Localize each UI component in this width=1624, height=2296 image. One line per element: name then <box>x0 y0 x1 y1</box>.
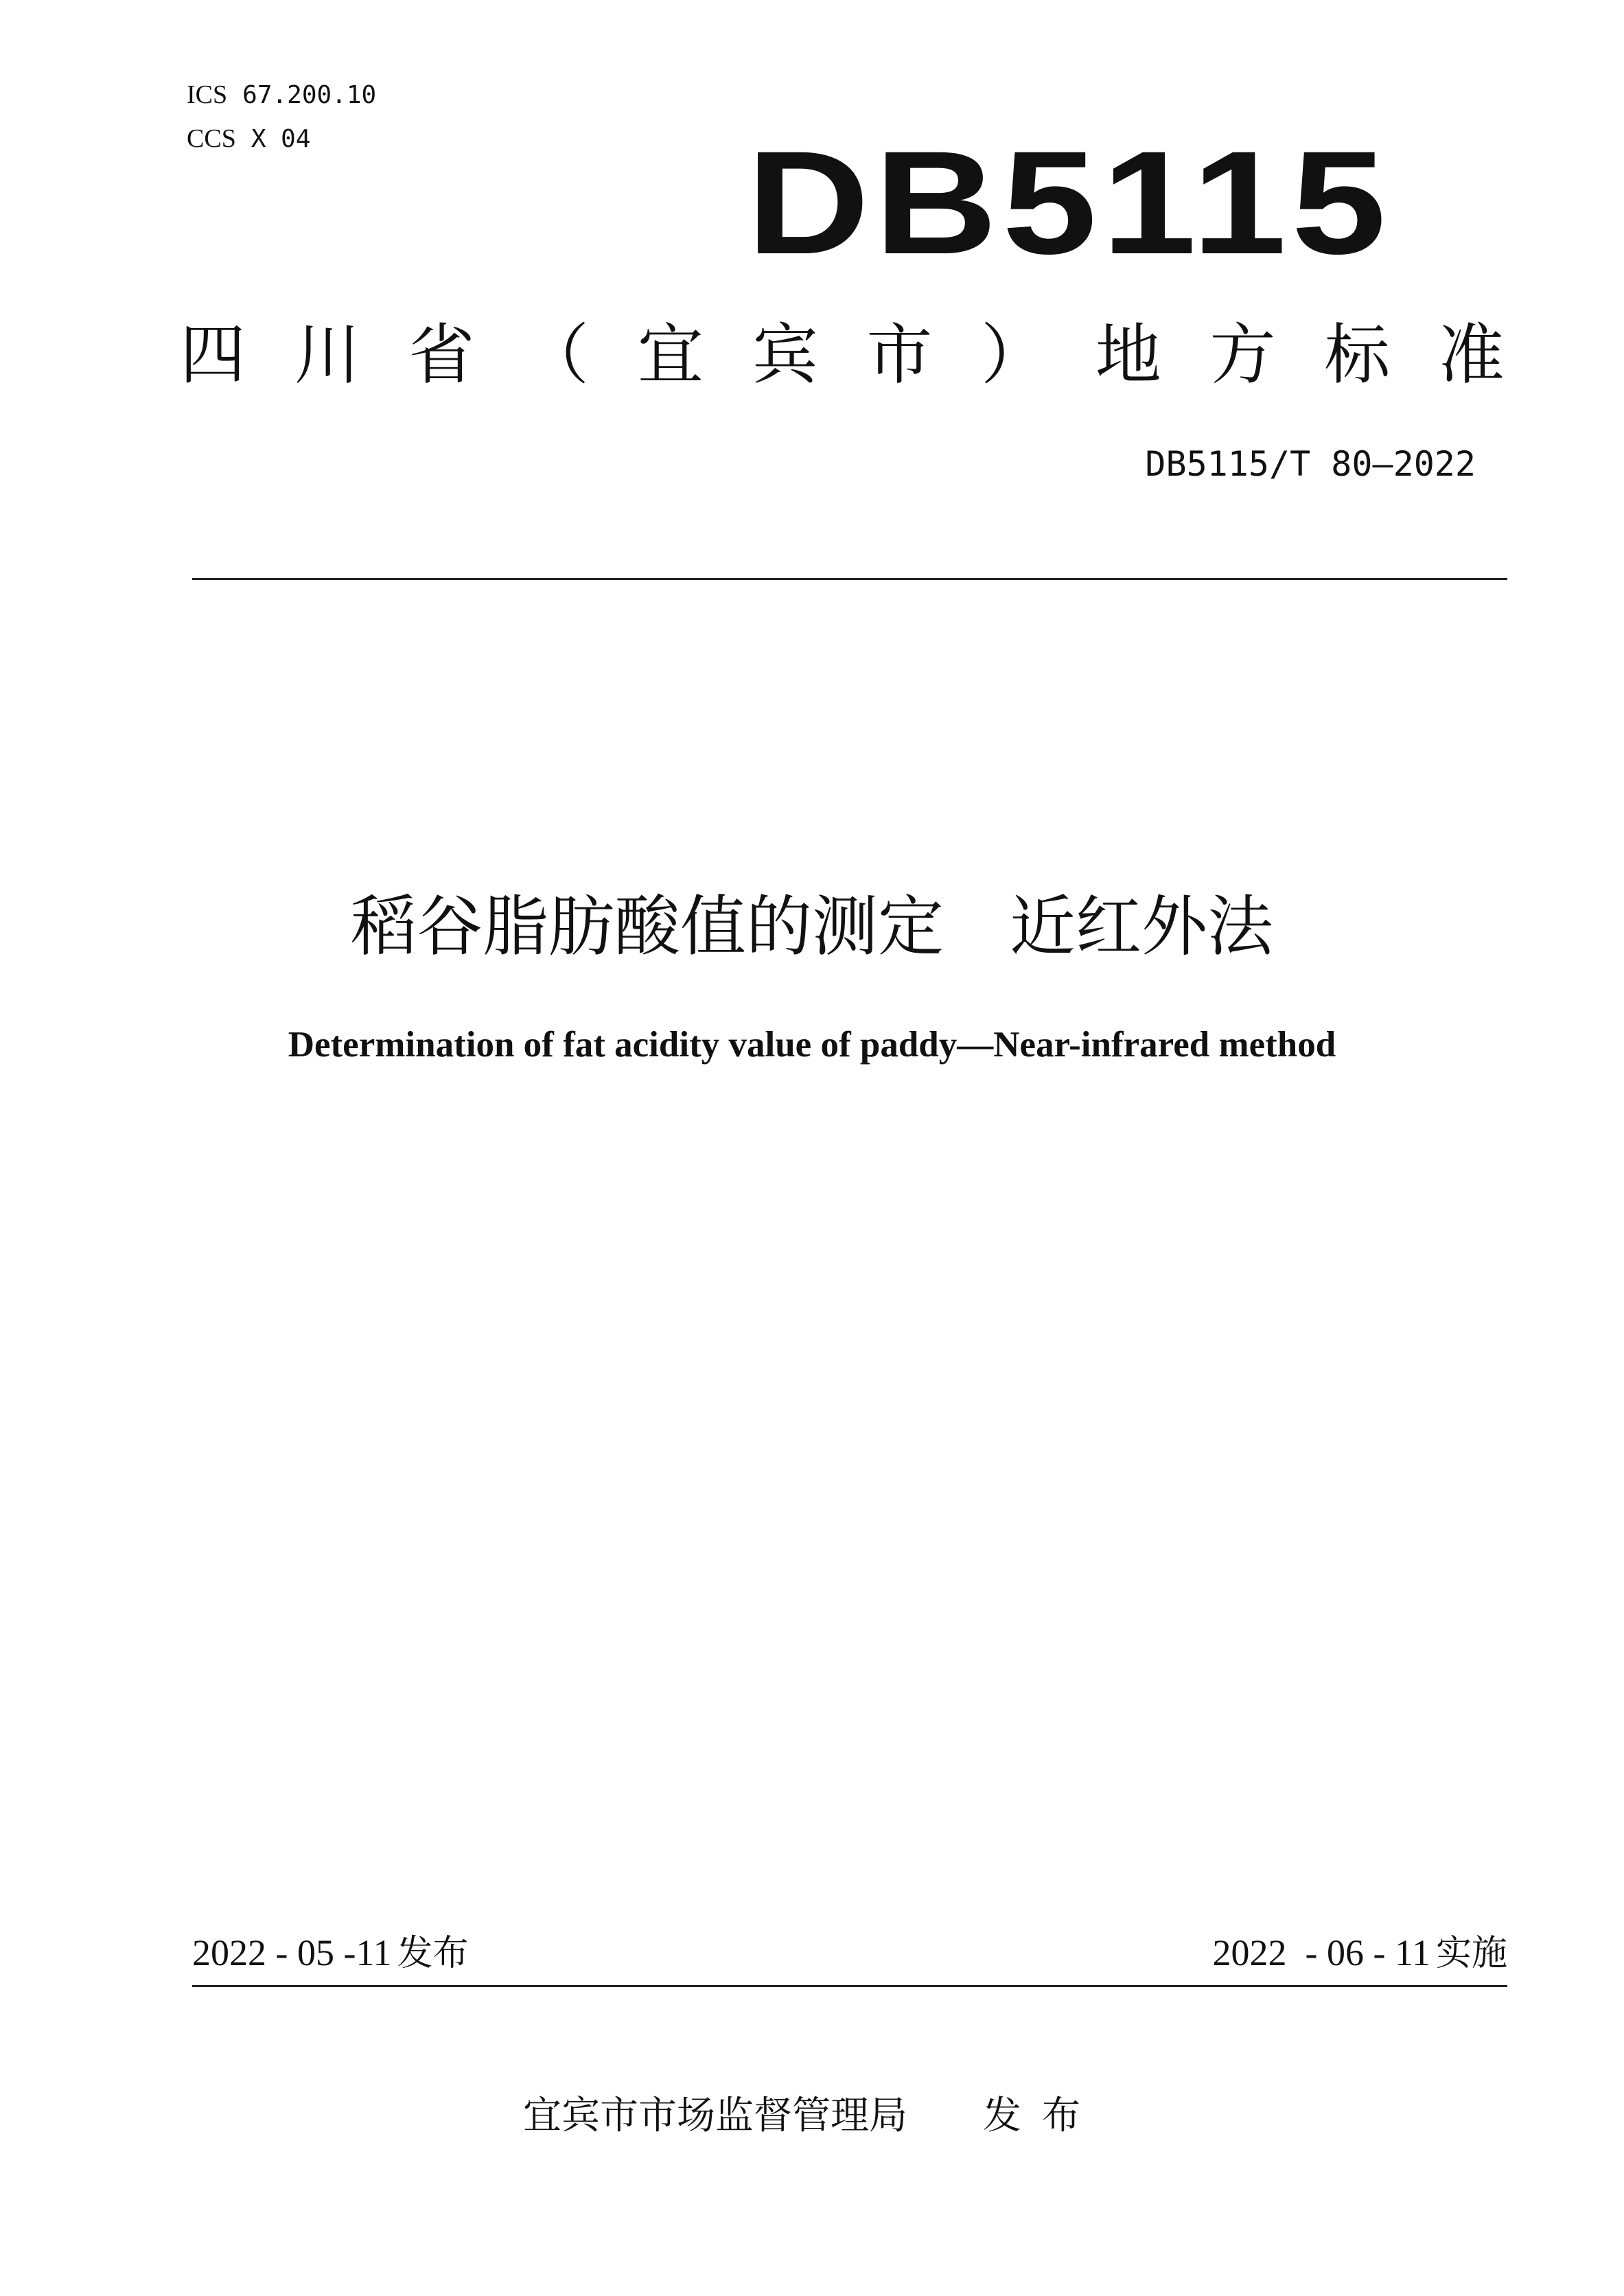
issuer-line <box>0 2092 1624 2140</box>
standard-type-char: 准 <box>1438 316 1505 393</box>
standard-type-char: 四 <box>180 316 246 393</box>
issue-label: 发布 <box>397 1933 469 1974</box>
standard-type-char: 地 <box>1095 316 1161 393</box>
standard-number: DB5115/T 80—2022 <box>1145 444 1476 484</box>
standard-type-char: （ <box>523 316 590 393</box>
standard-type-char: 省 <box>408 316 475 393</box>
issue-date: 2022 - 05 -11 <box>192 1932 392 1973</box>
ccs-value: X 04 <box>251 125 311 153</box>
title-english: Determination of fat acidity value of paddy—Near-infrared method <box>288 1025 1336 1065</box>
ics-value: 67.200.10 <box>242 81 377 109</box>
top-divider <box>192 578 1507 580</box>
ccs-code <box>187 124 311 154</box>
standard-type-char: 方 <box>1209 316 1276 393</box>
standard-type-char: ） <box>981 316 1047 393</box>
ccs-label: CCS <box>187 124 236 153</box>
standard-type-char: 标 <box>1324 316 1391 393</box>
issuer-action: 发布 <box>983 2094 1101 2138</box>
implement-date-line <box>1213 1930 1507 1976</box>
ics-code <box>187 80 376 111</box>
ics-label: ICS <box>187 80 228 109</box>
issuer-name: 宜宾市市场监督管理局 <box>523 2094 907 2138</box>
db-logo: DB5115 <box>746 121 1391 285</box>
bottom-divider <box>192 1985 1507 1987</box>
standard-type-heading <box>180 317 1505 393</box>
standard-type-char: 市 <box>866 316 933 393</box>
issue-date-line <box>192 1930 468 1976</box>
standard-type-char: 宾 <box>752 316 818 393</box>
standard-type-char: 川 <box>294 316 360 393</box>
standard-type-char: 宜 <box>637 316 704 393</box>
title-chinese: 稻谷脂肪酸值的测定 近红外法 <box>351 888 1273 965</box>
implement-label: 实施 <box>1435 1933 1507 1974</box>
implement-date: 2022 - 06 - 11 <box>1212 1932 1430 1973</box>
